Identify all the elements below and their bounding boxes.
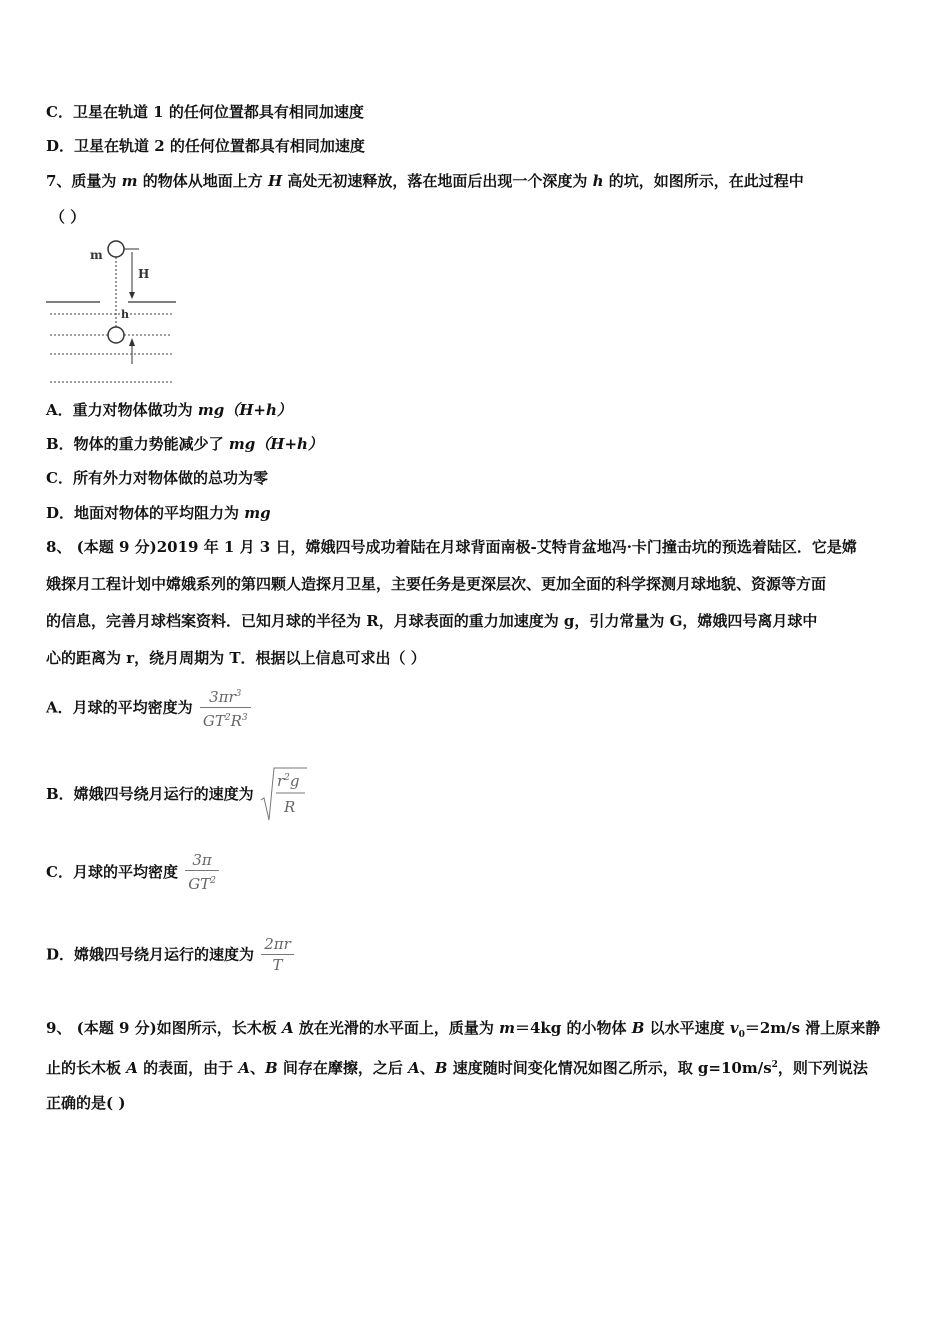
q7-ball-bottom bbox=[108, 327, 124, 343]
q8-option-d: D．嫦娥四号绕月运行的速度为 $\frac{2\pi r}{T}$ bbox=[46, 934, 294, 975]
q8-stem-line-3: 的信息，完善月球档案资料．已知月球的半径为 R，月球表面的重力加速度为 g，引力常量为 G，嫦娥四号离月球中 bbox=[46, 612, 818, 630]
q7-figure bbox=[44, 232, 184, 392]
q7-option-c: C．所有外力对物体做的总功为零 bbox=[46, 469, 268, 487]
q7-answer-paren: （ ） bbox=[50, 208, 86, 226]
q8-option-c: C．月球的平均密度 $\frac{3\pi}{GT^2}$ bbox=[46, 850, 219, 894]
q7-stem: 7、质量为 m 的物体从地面上方 H 高处无初速释放，落在地面后出现一个深度为 h 的坑，如图所示，在此过程中 bbox=[46, 172, 804, 190]
q8-option-c-formula: $\frac{3\pi}{GT^2}$ bbox=[185, 850, 219, 894]
q8-stem-line-4: 心的距离为 r，绕月周期为 T．根据以上信息可求出（ ） bbox=[46, 649, 426, 667]
q8-option-a: A．月球的平均密度为 $\frac{3\pi r^3}{GT^2R^3}$ bbox=[46, 684, 251, 731]
q7-height-arrowhead bbox=[129, 292, 135, 299]
q7-option-d: D．地面对物体的平均阻力为 mg bbox=[46, 504, 271, 522]
q7-figure-label-h: h bbox=[121, 308, 129, 321]
q6-option-c: C．卫星在轨道 1 的任何位置都具有相同加速度 bbox=[46, 103, 364, 121]
q9-stem-line-3: 正确的是( ) bbox=[46, 1094, 126, 1112]
q7-resistance-arrowhead bbox=[129, 338, 135, 346]
q8-stem-line-2: 娥探月工程计划中嫦娥系列的第四颗人造探月卫星，主要任务是更深层次、更加全面的科学探测月球地貌、资源等方面 bbox=[46, 575, 827, 593]
q7-option-b: B．物体的重力势能减少了 mg（H+h） bbox=[46, 435, 323, 453]
q7-figure-label-H: H bbox=[138, 267, 150, 281]
q8-option-d-formula: $\frac{2\pi r}{T}$ bbox=[261, 934, 294, 975]
q8-sqrt-sign bbox=[259, 766, 309, 822]
svg-text:R: R bbox=[283, 798, 296, 816]
q9-stem-line-1: 9、 (本题 9 分)如图所示，长木板 A 放在光滑的水平面上，质量为 m＝4kg 的小物体 B 以水平速度 $v_0=2m/s$ 滑上原来静 bbox=[46, 1019, 881, 1040]
q6-option-d: D．卫星在轨道 2 的任何位置都具有相同加速度 bbox=[46, 137, 365, 155]
svg-text:r2g: $r^2g$ bbox=[276, 772, 300, 790]
q7-option-a: A．重力对物体做功为 mg（H+h） bbox=[46, 401, 292, 419]
q8-option-b: B．嫦娥四号绕月运行的速度为 $r^2g$ R bbox=[46, 766, 309, 822]
q8-option-b-formula bbox=[259, 766, 309, 822]
q7-figure-label-m: m bbox=[90, 248, 103, 262]
q8-stem-line-1: 8、 (本题 9 分)2019 年 1 月 3 日，嫦娥四号成功着陆在月球背面南极-艾特肯盆地冯·卡门撞击坑的预选着陆区．它是嫦 bbox=[46, 538, 857, 556]
q8-option-a-formula: $\frac{3\pi r^3}{GT^2R^3}$ bbox=[200, 684, 251, 731]
q9-stem-line-2: 止的长木板 A 的表面，由于 A、B 间存在摩擦，之后 A、B 速度随时间变化情况如图乙所示，取 $g=10m/s^2$，则下列说法 bbox=[46, 1059, 868, 1077]
q7-ball-top bbox=[108, 241, 124, 257]
